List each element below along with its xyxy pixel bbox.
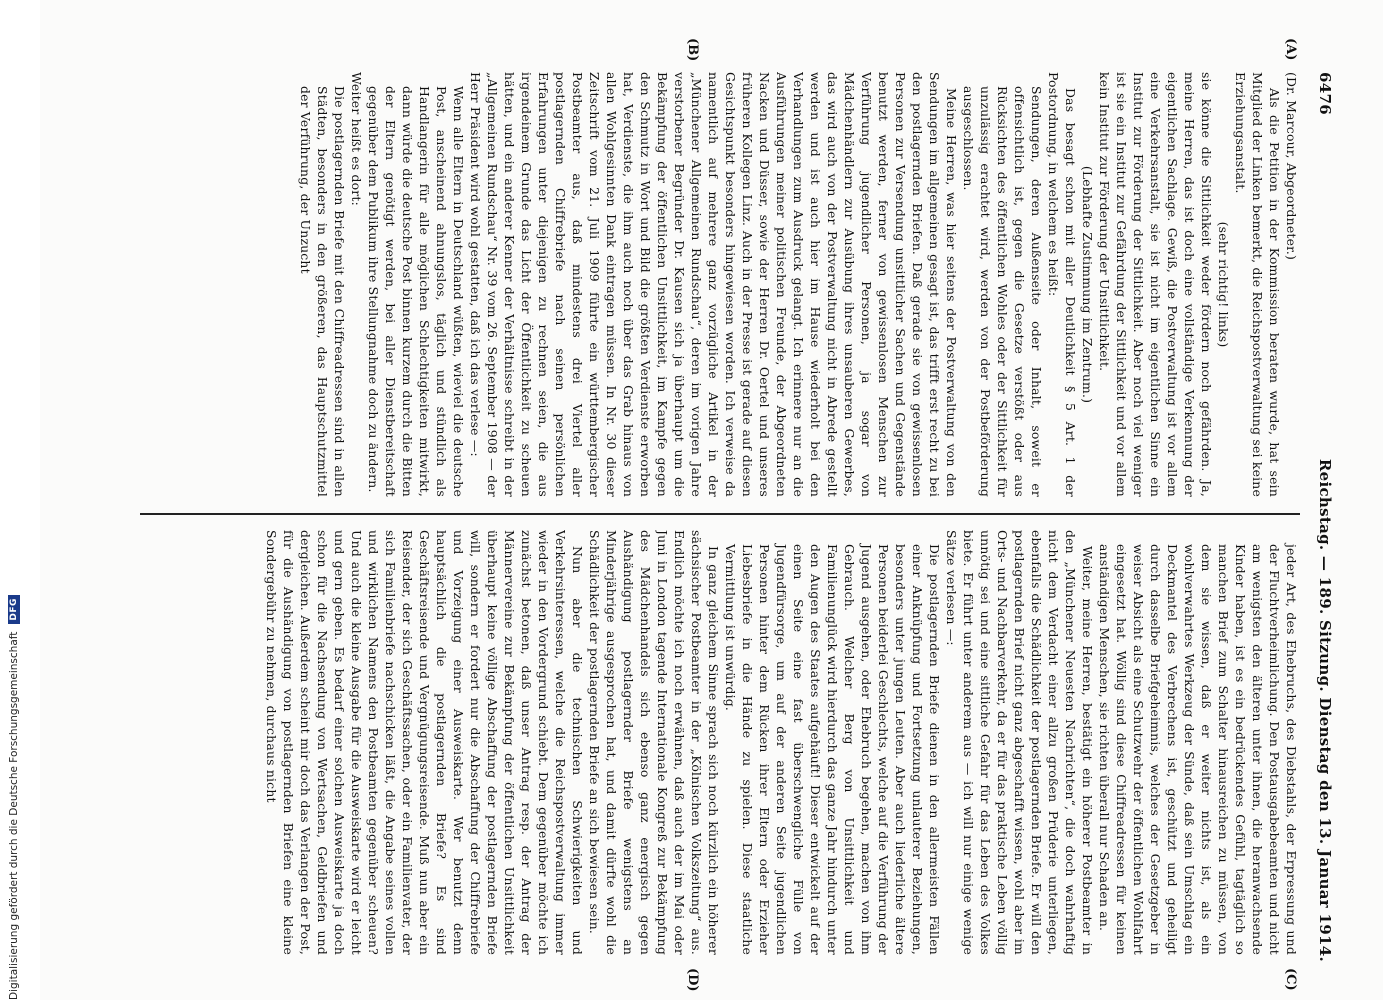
quotation: Sendungen, deren Außenseite oder Inhalt, soweit er offensichtlich ist, gegen die Gesetze verstößt oder aus Rücksichten des öffentlichen Wohles oder der Sittlichkeit für unzulässig erachtet wird, werden von der Postbeförderung ausgeschlossen. (961, 86, 1044, 497)
margin-marker-b: (B) (685, 38, 700, 62)
digitization-footer (4, 0, 24, 1000)
interjection: (Lebhafte Zustimmung im Zentrum.) (1080, 165, 1095, 404)
paragraph: Weiter, meine Herren, bestätigt ein höherer Postbeamter in den „Münchener Neuesten Nachrichten“, die doch wahrhaftig nicht dem Verdacht einer allzu großen Prüderie unterliegen, ebenfalls die Schädlichkeit der postlagernden Briefe. Er will den postlagernden Brief nicht ganz abgeschafft wissen, wohl aber im Orts- und Nachbarverkehr, da er für das praktische Leben völlig unnötig sei und eine sittliche Gefahr für das Leben des Volkes biete. Er führt unter anderem aus — ich will nur einige wenige Sätze verlesen —: (944, 530, 1095, 955)
right-column (110, 530, 1300, 955)
page-header (1310, 72, 1340, 962)
rotated-document-page (100, 38, 1340, 992)
quotation: Die postlagernden Briefe mit den Chiffreadressen sind in allen Städten, besonders in den größeren, das Hauptschutzmittel der Verführung, der Unzucht (298, 86, 347, 497)
paragraph: Weiter heißt es dort: (349, 72, 364, 206)
quotation: jeder Art, des Ehebruchs, des Diebstahls, der Erpressung und der Fluchtverheimlichung. Den Postausgabebeamten und nicht am wenigsten den älteren unter ihnen, die heranwachsende Kinder haben, ist es ein bedrückendes Gefühl, tagtäglich so manchen Brief zum Schalter hinausreichen zu müssen, von dem sie wissen, daß er weiter nichts ist, als ein wohlverwahrtes Werkzeug der Sünde, daß sein Umschlag ein Deckmantel des Verbrechens ist, geschützt und geheiligt durch dasselbe Briefgeheimnis, welches der Gesetzgeber in weiser Absicht als eine Schutzwehr der öffentlichen Wohlfahrt eingesetzt hat. Wöllig sind diese Chiffreadressen für keinen anständigen Menschen, sie richten überall nur Schaden an. (1097, 544, 1299, 955)
quotation: Die postlagernden Briefe dienen in den allermeisten Fällen einer Anknüpfung und Fortsetzung unlauterer Beziehungen, besonders unter jungen Leuten. Aber auch liederliche ältere Personen beiderlei Geschlechts, welche auf die Verführung der Jugend ausgehen, oder Ehebruch begehen, machen von ihm Gebrauch. Welcher Berg von Unsittlichkeit und Familienunglück wird hierdurch das ganze Jahr hindurch unter den Augen des Staates aufgehäuft! Dieser entwickelt auf der einen Seite eine fast überschwengliche Fülle von Jugendfürsorge, um auf der anderen Seite jugendlichen Personen hinter dem Rücken ihrer Eltern oder Erzieher Liebesbriefe in die Hände zu spielen. Diese staatliche Vermittlung ist unwürdig. (723, 544, 942, 955)
scanned-page (40, 0, 1383, 1000)
paragraph: Das besagt schon mit aller Deutlichkeit § 5 Art. 1 der Postordnung, in welchem es heißt: (1046, 72, 1078, 497)
interjection: (sehr richtig! links) (1216, 221, 1231, 348)
paragraph: Meine Herren, was hier seitens der Postverwaltung von den Sendungen im allgemeinen gesagt ist, das trifft erst recht zu bei den postlagernden Briefen. Daß gerade sie von gewissenlosen Personen zur Versendung unsittlicher Sachen und Gegenstände benutzt werden, ferner von gewissenlosen Menschen zur Verführung jugendlicher Personen, ja sogar von Mädchenhändlern zur Ausübung ihres unsauberen Gewerbes, das wird auch von der Postverwaltung nicht in Abrede gestellt werden und ist auch hier im Hause wiederholt bei den Verhandlungen zum Ausdruck gelangt. Ich erinnere nur an die Ausführungen meiner politischen Freunde, der Abgeordneten Nacken und Düsser, sowie der Herren Dr. Oertel und unseres früheren Kollegen Linz. Auch in der Presse ist gerade auf diesen Gesichtspunkt besonders hingewiesen worden. Ich verweise da namentlich auf mehrere ganz vorzügliche Artikel in der „Münchener Allgemeinen Rundschau“, deren im vorigen Jahre verstorbener Begründer Dr. Kausen sich ja überhaupt um die Bekämpfung der öffentlichen Unsittlichkeit, im Kampfe gegen den Schmutz in Wort und Bild die größten Verdienste erworben hat, Verdienste, die ihm auch noch über das Grab hinaus von allen Wohlgesinnten Dank eintragen müssen. In Nr. 30 dieser Zeitschrift vom 21. Juli 1909 führte ein württembergischer Postbeamter aus, daß mindestens drei Viertel aller postlagernden Chiffrebriefe nach seinen persönlichen Erfahrungen unter diejenigen zu rechnen seien, die aus irgendeinem Grunde das Licht der Öffentlichkeit zu scheuen hätten, und ein anderer Kenner der Verhältnisse schreibt in der „Allgemeinen Rundschau“ Nr. 39 vom 26. September 1908 — der Herr Präsident wird wohl gestatten, daß ich das verlese —: (468, 72, 959, 497)
margin-marker-a: (A) (1283, 38, 1298, 61)
footer-text: Digitalisierung gefördert durch die Deutsche Forschungsgemeinschaft (8, 631, 20, 1000)
paragraph: Als die Petition in der Kommission beraten wurde, hat sein Mitglied der Linken bemerkt, die Reichspostverwaltung sei keine Erziehungsanstalt. (1233, 72, 1282, 497)
margin-marker-d: (D) (685, 968, 700, 992)
page-number: 6476 (1316, 72, 1334, 115)
session-title: Reichstag. — 189. Sitzung. Dienstag den 13. Januar 1914. (1316, 458, 1334, 962)
paragraph: sie könne die Sittlichkeit weder fördern noch gefährden. Ja, meine Herren, das ist doch eine vollständige Verkennung der eigentlichen Sachlage. Gewiß, die Postverwaltung ist vor allem eine Verkehrsanstalt, sie ist nicht im eigentlichen Sinne ein Institut zur Förderung der Sittlichkeit. Aber noch viel weniger ist sie ein Institut zur Gefährdung der Sittlichkeit und vor allem kein Institut zur Förderung der Unsittlichkeit. (1097, 72, 1214, 497)
column-divider (140, 513, 1300, 515)
margin-marker-c: (C) (1283, 968, 1298, 991)
left-column (110, 72, 1300, 497)
quotation: Wenn alle Eltern in Deutschland wüßten, wieviel die deutsche Post, anscheinend ahnungslos, täglich und stündlich als Handlangerin für alle möglichen Schlechtigkeiten mitwirkt, dann würde die deutsche Post binnen kurzem durch die Bitten der Eltern genötigt werden, bei aller Dienstbereitschaft gegenüber dem Publikum ihre Stellungnahme doch zu ändern. (366, 86, 466, 497)
dfg-logo-icon: DFG (8, 595, 20, 624)
paragraph: Nun aber die technischen Schwierigkeiten und Verkehrsinteressen, welche die Reichspostverwaltung immer wieder in den Vordergrund schiebt. Dem gegenüber möchte ich zunächst betonen, daß unser Antrag resp. der Antrag der Männervereine zur Bekämpfung der öffentlichen Unsittlichkeit überhaupt keine völlige Abschaffung der postlagernden Briefe will, sondern er fordert nur die Abschaffung der Chiffrebriefe und Vorzeigung einer Ausweiskarte. Wer benutzt denn hauptsächlich die postlagernden Briefe? Es sind Geschäftsreisende und Vergnügungsreisende. Muß nun aber ein Reisender, der sich Geschäftssachen, oder ein Familienvater, der sich Familienbriefe nachschicken läßt, die Angabe seines vollen und wirklichen Namens den Postbeamten gegenüber scheuen? Und auch die kleine Ausgabe für die Ausweiskarte wird er leicht und gern geben. Es bedarf einer solchen Ausweiskarte ja doch schon für die Nachsendung von Wertsachen, Geldbriefen und dergleichen. Außerdem scheint mir doch das Verlangen der Post, für die Aushändigung von postlagernden Briefen eine kleine Sondergebühr zu nehmen, durchaus nicht (264, 530, 585, 955)
paragraph: In ganz gleichem Sinne sprach sich noch kürzlich ein höherer sächsischer Postbeamter in der „Kölnischen Volkszeitung“ aus. Endlich möchte ich noch erwähnen, daß auch der im Mai oder Juni in London tagende Internationale Kongreß zur Bekämpfung des Mädchenhandels sich ebenso ganz energisch gegen Aushändigung postlagernder Briefe wenigstens an Minderjährige ausgesprochen hat, und damit dürfte wohl die Schädlichkeit der postlagernden Briefe an sich bewiesen sein. (587, 530, 721, 955)
speaker-line: (Dr. Marcour, Abgeordneter.) (1284, 72, 1299, 261)
